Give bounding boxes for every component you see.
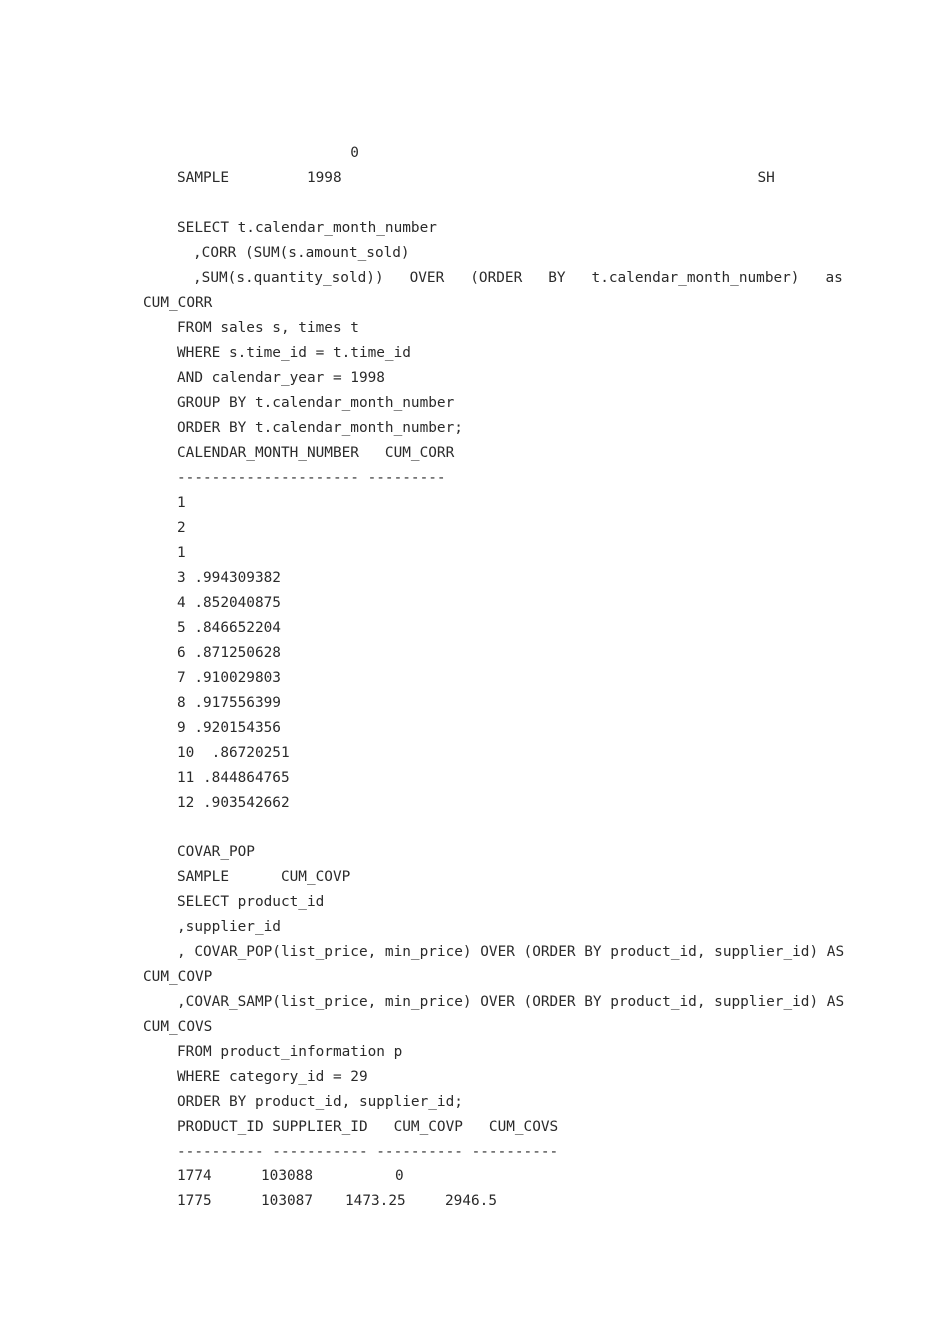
result-row: 9 .920154356 (177, 720, 281, 736)
sql-line: WHERE s.time_id = t.time_id (177, 345, 411, 361)
result-row: 2 (177, 520, 186, 536)
result-row: 6 .871250628 (177, 645, 281, 661)
text-line: SAMPLE CUM_COVP (177, 869, 550, 885)
text-line: COVAR_POP (177, 844, 385, 860)
text-line: 0 (177, 145, 446, 161)
text-line: SAMPLE 1998 SH (177, 170, 810, 186)
sql-line: CUM_COVP (143, 969, 213, 985)
result-row: 4 .852040875 (177, 595, 281, 611)
sql-line: AND calendar_year = 1998 (177, 370, 385, 386)
result-divider: --------------------- --------- (177, 470, 446, 486)
result-cell-cum-covp: 1473.25 (345, 1193, 406, 1209)
result-row: 7 .910029803 (177, 670, 281, 686)
sql-line: SELECT t.calendar_month_number (177, 220, 437, 236)
sql-line: ,COVAR_SAMP(list_price, min_price) OVER (ORDER BY product_id, supplier_id) AS (177, 994, 845, 1010)
sql-line: , COVAR_POP(list_price, min_price) OVER (ORDER BY product_id, supplier_id) AS (177, 944, 845, 960)
result-row: 11 .844864765 (177, 770, 290, 786)
sql-line: WHERE category_id = 29 (177, 1069, 368, 1085)
result-row: 10 .86720251 (177, 745, 290, 761)
result-cell-product-id: 1775 (177, 1193, 212, 1209)
result-row: 3 .994309382 (177, 570, 281, 586)
sql-line: SELECT product_id (177, 894, 325, 910)
result-cell-supplier-id: 103088 (261, 1168, 313, 1184)
result-cell-cum-covp: 0 (395, 1168, 404, 1184)
sql-line: FROM sales s, times t (177, 320, 359, 336)
sql-line: ORDER BY product_id, supplier_id; (177, 1094, 463, 1110)
result-header: PRODUCT_ID SUPPLIER_ID CUM_COVP CUM_COVS (177, 1119, 559, 1135)
sql-line: ,supplier_id (177, 919, 281, 935)
result-cell-cum-covs: 2946.5 (445, 1193, 497, 1209)
result-row: 12 .903542662 (177, 795, 290, 811)
result-header: CALENDAR_MONTH_NUMBER CUM_CORR (177, 445, 455, 461)
sql-line: ,CORR (SUM(s.amount_sold) (193, 245, 410, 261)
result-cell-product-id: 1774 (177, 1168, 212, 1184)
result-row: 5 .846652204 (177, 620, 281, 636)
text-line (143, 194, 178, 212)
result-cell-supplier-id: 103087 (261, 1193, 313, 1209)
result-row: 1 (177, 545, 186, 561)
result-row: 1 (177, 495, 186, 511)
sql-line: CUM_COVS (143, 1019, 213, 1035)
sql-line: ORDER BY t.calendar_month_number; (177, 420, 463, 436)
sql-line: GROUP BY t.calendar_month_number (177, 395, 455, 411)
sql-line: CUM_CORR (143, 295, 213, 311)
sql-line: FROM product_information p (177, 1044, 403, 1060)
result-row: 8 .917556399 (177, 695, 281, 711)
sql-line: ,SUM(s.quantity_sold)) OVER (ORDER BY t.calendar_month_number) as (193, 270, 843, 286)
result-divider: ---------- ----------- ---------- ---------- (177, 1144, 559, 1160)
